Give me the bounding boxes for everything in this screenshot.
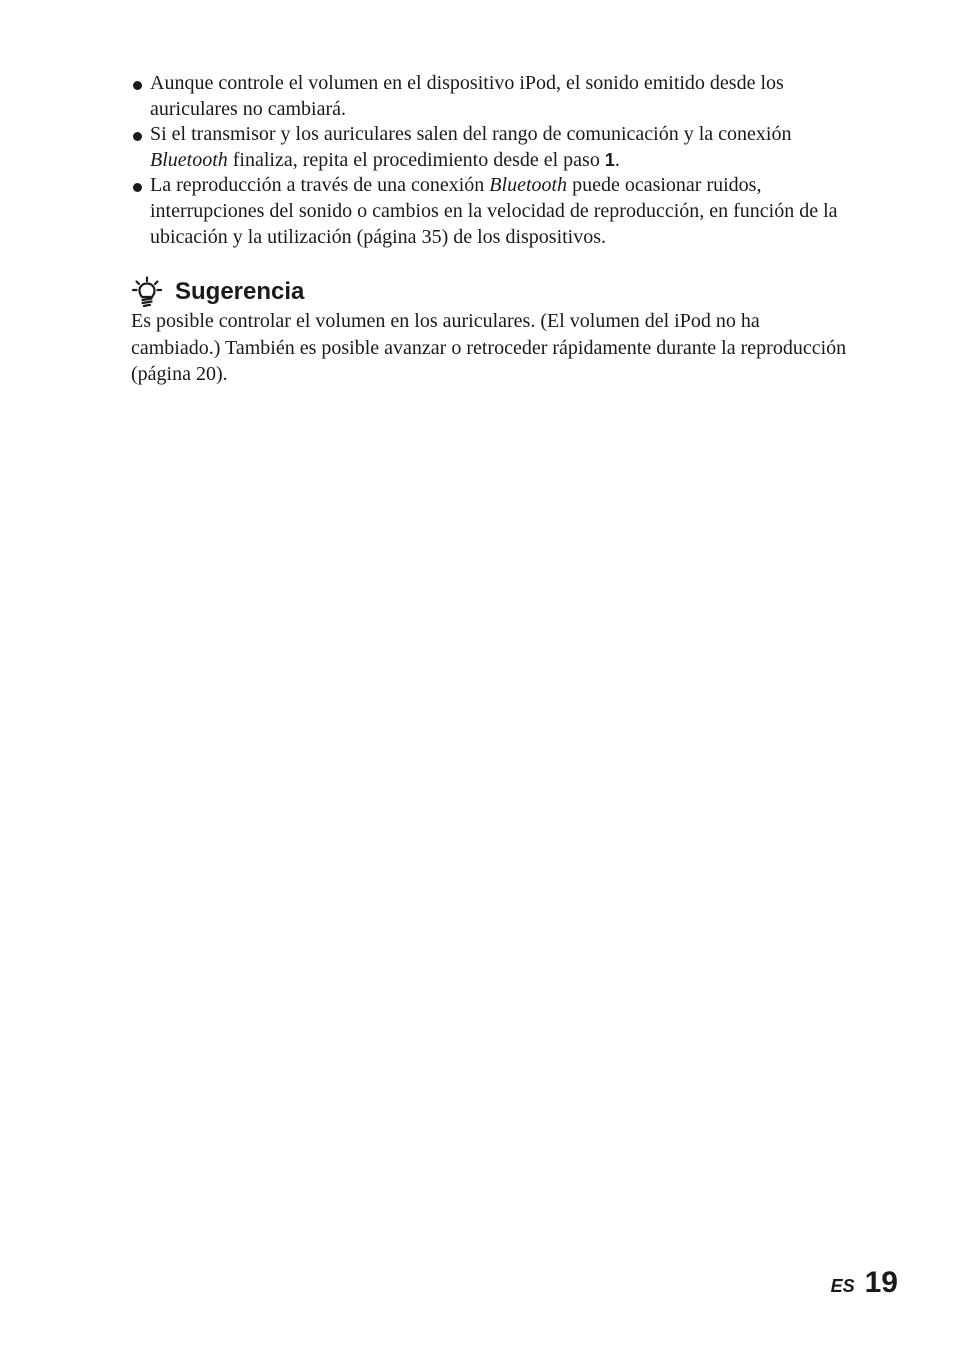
notes-list bbox=[131, 71, 851, 250]
tip-body: Es posible controlar el volumen en los auriculares. (El volumen del iPod no ha cambiado.) También es posible avanzar o retroceder rápidamente durante la reproducción (página 20). bbox=[131, 310, 847, 385]
note-text: puede ocasionar ruidos, interrupciones del sonido o cambios en la velocidad de reproducción, en función de la ubicación y la utilización (página 35) de los dispositivos. bbox=[150, 174, 838, 248]
bullet-icon bbox=[133, 183, 142, 192]
language-code: ES bbox=[830, 1276, 855, 1296]
note-item bbox=[131, 173, 851, 250]
page-number: 19 bbox=[864, 1266, 898, 1299]
note-text: Aunque controle el volumen en el dispositivo iPod, el sonido emitido desde los auriculares no cambiará. bbox=[150, 72, 784, 120]
note-item bbox=[131, 122, 851, 173]
step-reference: 1 bbox=[604, 149, 615, 170]
note-text: La reproducción a través de una conexión bbox=[150, 174, 490, 197]
bullet-icon bbox=[133, 81, 142, 90]
tip-title: Sugerencia bbox=[175, 278, 305, 305]
note-text: . bbox=[614, 148, 620, 171]
bluetooth-term: Bluetooth bbox=[489, 174, 568, 197]
note-text: Si el transmisor y los auriculares salen del rango de comunicación y la conexión bbox=[150, 123, 792, 146]
page-footer bbox=[831, 1266, 898, 1300]
note-text: finaliza, repita el procedimiento desde el paso bbox=[227, 148, 605, 171]
tip-heading bbox=[131, 276, 304, 308]
bullet-icon bbox=[133, 132, 142, 141]
note-item bbox=[131, 71, 851, 122]
lightbulb-icon bbox=[131, 276, 163, 308]
bluetooth-term: Bluetooth bbox=[150, 148, 228, 171]
